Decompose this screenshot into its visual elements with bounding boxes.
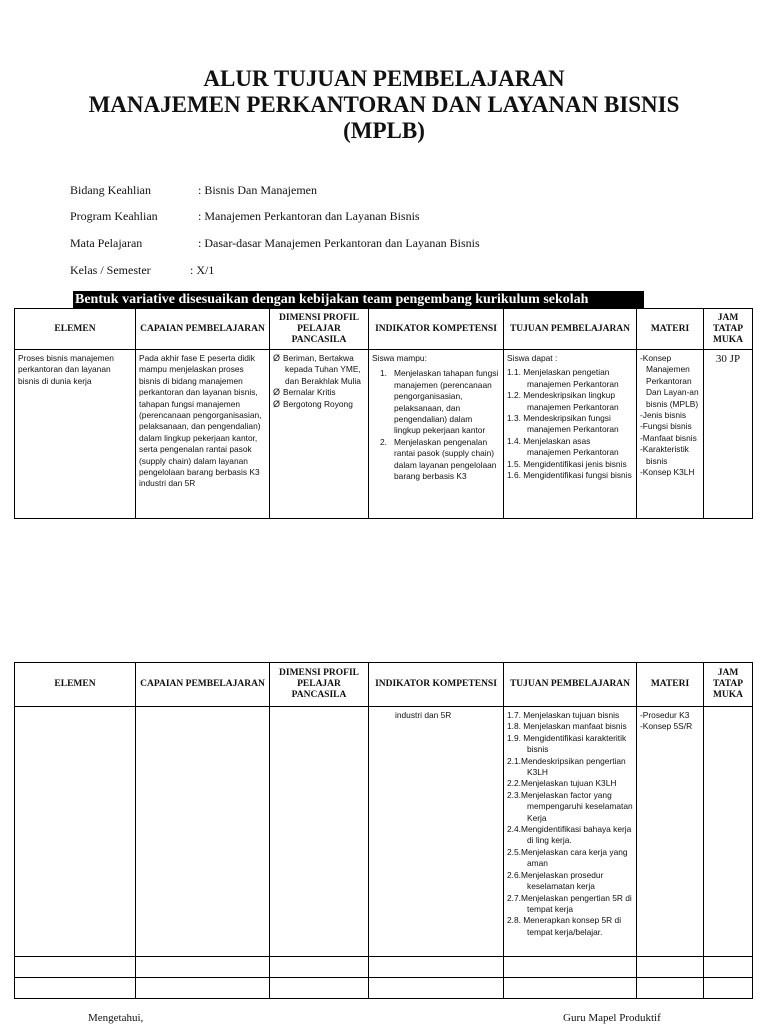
meta-label: Program Keahlian	[70, 209, 158, 223]
meta-label: Kelas / Semester	[70, 263, 151, 277]
materi-list	[640, 710, 700, 733]
tujuan-cell	[504, 707, 636, 956]
list-item: -Prosedur K3	[640, 710, 690, 720]
atp-table-1	[14, 308, 753, 519]
meta-value: : Manajemen Perkantoran dan Layanan Bisnis	[198, 209, 420, 223]
list-item: 2.3.Menjelaskan factor yang mempengaruhi keselamatan Kerja	[507, 789, 633, 823]
tujuan-list	[507, 367, 633, 481]
list-item: -Konsep 5S/R	[640, 721, 693, 732]
header-elemen: ELEMEN	[15, 663, 136, 707]
list-item: 2. Menjelaskan pengenalan rantai pasok (supply chain) dalam layanan pengelolaan barang berbasis K3	[380, 436, 497, 482]
list-item: 1.6. Mengidentifikasi fungsi bisnis	[507, 470, 632, 481]
header-dimensi: DIMENSI PROFIL PELAJAR PANCASILA	[270, 309, 369, 350]
meta-value: : Dasar-dasar Manajemen Perkantoran dan Layanan Bisnis	[198, 236, 480, 250]
list-item: 1.1. Menjelaskan pengetian manajemen Perkantoran	[507, 367, 619, 389]
list-item: 2.2.Menjelaskan tujuan K3LH	[507, 778, 617, 789]
materi-cell	[637, 350, 703, 518]
header-elemen: ELEMEN	[15, 309, 136, 350]
header-capaian: CAPAIAN PEMBELAJARAN	[136, 309, 270, 350]
header-indikator: INDIKATOR KOMPETENSI	[369, 309, 504, 350]
meta-label: Mata Pelajaran	[70, 236, 143, 250]
bullet-icon: Ø	[273, 387, 281, 398]
list-item: 1.8. Menjelaskan manfaat bisnis	[507, 721, 627, 732]
table-row-empty	[15, 978, 753, 999]
elemen-cell: Proses bisnis manajemen perkantoran dan layanan bisnis di dunia kerja	[18, 353, 114, 386]
list-item: 1.9. Mengidentifikasi karakteritik bisnis	[507, 732, 627, 755]
bullet-icon: Ø	[273, 353, 281, 363]
list-item: -Fungsi bisnis	[640, 421, 692, 432]
meta-value: : X/1	[190, 263, 215, 277]
header-materi: MATERI	[637, 309, 704, 350]
document-title	[0, 66, 768, 144]
list-item: 1.4. Menjelaskan asas manajemen Perkantoran	[507, 435, 619, 458]
bullet-icon: Ø	[273, 398, 281, 409]
indikator-intro: Siswa mampu:	[372, 353, 427, 363]
list-item: Ø Bergotong Royong	[273, 398, 353, 409]
table-row-empty	[15, 957, 753, 978]
list-item: -Konsep K3LH	[640, 467, 695, 478]
tujuan-intro: Siswa dapat :	[507, 353, 558, 363]
dimensi-list	[273, 353, 365, 410]
list-item: Ø Beriman, Bertakwa kepada Tuhan YME, dan Berakhlak Mulia	[273, 353, 361, 386]
capaian-cell: Pada akhir fase E peserta didik mampu menjelaskan proses bisnis di bidang manajemen perkantoran dan layanan bisnis, tahapan fungsi manajemen (perencanaan pengorganisasian, pelaksanaan, dan pengendalian) dalam lingkup pekerjaan kantor, serta pengenalan rantai pasok (supply chain) dalam layanan pengelolaan barang berbasis K3 industri dan 5R	[139, 353, 262, 489]
list-item: -Manfaat bisnis	[640, 432, 697, 443]
list-item: 1.3. Mendeskripsikan fungsi manajemen Perkantoran	[507, 413, 619, 435]
footer-teacher: Guru Mapel Produktif	[563, 1012, 661, 1024]
list-item: 2.8. Menerapkan konsep 5R di tempat kerja/belajar.	[507, 915, 622, 937]
header-tujuan: TUJUAN PEMBELAJARAN	[504, 663, 637, 707]
header-jam: JAM TATAP MUKA	[704, 309, 753, 350]
list-item: 1.5. Mengidentifikasi jenis bisnis	[507, 458, 627, 469]
list-item: -Karakteristik bisnis	[640, 444, 689, 466]
list-item: 2.1.Mendeskripsikan pengertian K3LH	[507, 755, 626, 778]
list-item: 1.2. Mendeskripsikan lingkup manajemen Perkantoran	[507, 390, 619, 412]
header-tujuan: TUJUAN PEMBELAJARAN	[504, 309, 637, 350]
table-row	[15, 350, 753, 519]
meta-label: Bidang Keahlian	[70, 183, 151, 197]
indikator-cell: industri dan 5R	[395, 710, 452, 720]
atp-table-2	[14, 662, 753, 999]
title-line-1: ALUR TUJUAN PEMBELAJARAN	[203, 66, 565, 91]
tujuan-list	[507, 710, 633, 938]
jam-cell: 30 JP	[715, 353, 741, 365]
list-item: Ø Bernalar Kritis	[273, 387, 336, 398]
header-dimensi: DIMENSI PROFIL PELAJAR PANCASILA	[270, 663, 369, 707]
meta-value: : Bisnis Dan Manajemen	[198, 183, 317, 197]
list-item: 1. Menjelaskan tahapan fungsi manajemen (perencanaan pengorganisasian, pelaksanaan, dan pengendalian) dalam lingkup pekerjaan kantor	[380, 368, 499, 436]
table-header-row	[15, 663, 753, 707]
tujuan-cell	[504, 350, 636, 518]
header-indikator: INDIKATOR KOMPETENSI	[369, 663, 504, 707]
title-line-3: (MPLB)	[343, 118, 425, 143]
indikator-list	[372, 368, 500, 482]
list-item: 2.6.Menjelaskan prosedur keselamatan kerja	[507, 869, 604, 892]
table-row	[15, 707, 753, 957]
list-item: 2.7.Menjelaskan pengertian 5R di tempat kerja	[507, 892, 632, 914]
list-item: 2.5.Menjelaskan cara kerja yang aman	[507, 846, 628, 869]
curriculum-note-banner: Bentuk variative disesuaikan dengan kebijakan team pengembang kurikulum sekolah	[73, 291, 644, 308]
indikator-cell	[369, 350, 503, 518]
header-materi: MATERI	[637, 663, 704, 707]
footer-acknowledged: Mengetahui,	[88, 1012, 144, 1024]
materi-cell	[637, 707, 703, 735]
materi-list	[640, 353, 700, 478]
list-item: -Konsep Manajemen Perkantoran Dan Layan-an bisnis (MPLB)	[640, 353, 699, 409]
title-line-2: MANAJEMEN PERKANTORAN DAN LAYANAN BISNIS	[88, 92, 680, 117]
header-capaian: CAPAIAN PEMBELAJARAN	[136, 663, 270, 707]
dimensi-cell	[270, 350, 368, 518]
header-jam: JAM TATAP MUKA	[704, 663, 753, 707]
table-header-row	[15, 309, 753, 350]
list-item: 1.7. Menjelaskan tujuan bisnis	[507, 710, 620, 720]
list-item: -Jenis bisnis	[640, 410, 687, 421]
list-item: 2.4.Mengidentifikasi bahaya kerja di ling kerja.	[507, 824, 632, 846]
